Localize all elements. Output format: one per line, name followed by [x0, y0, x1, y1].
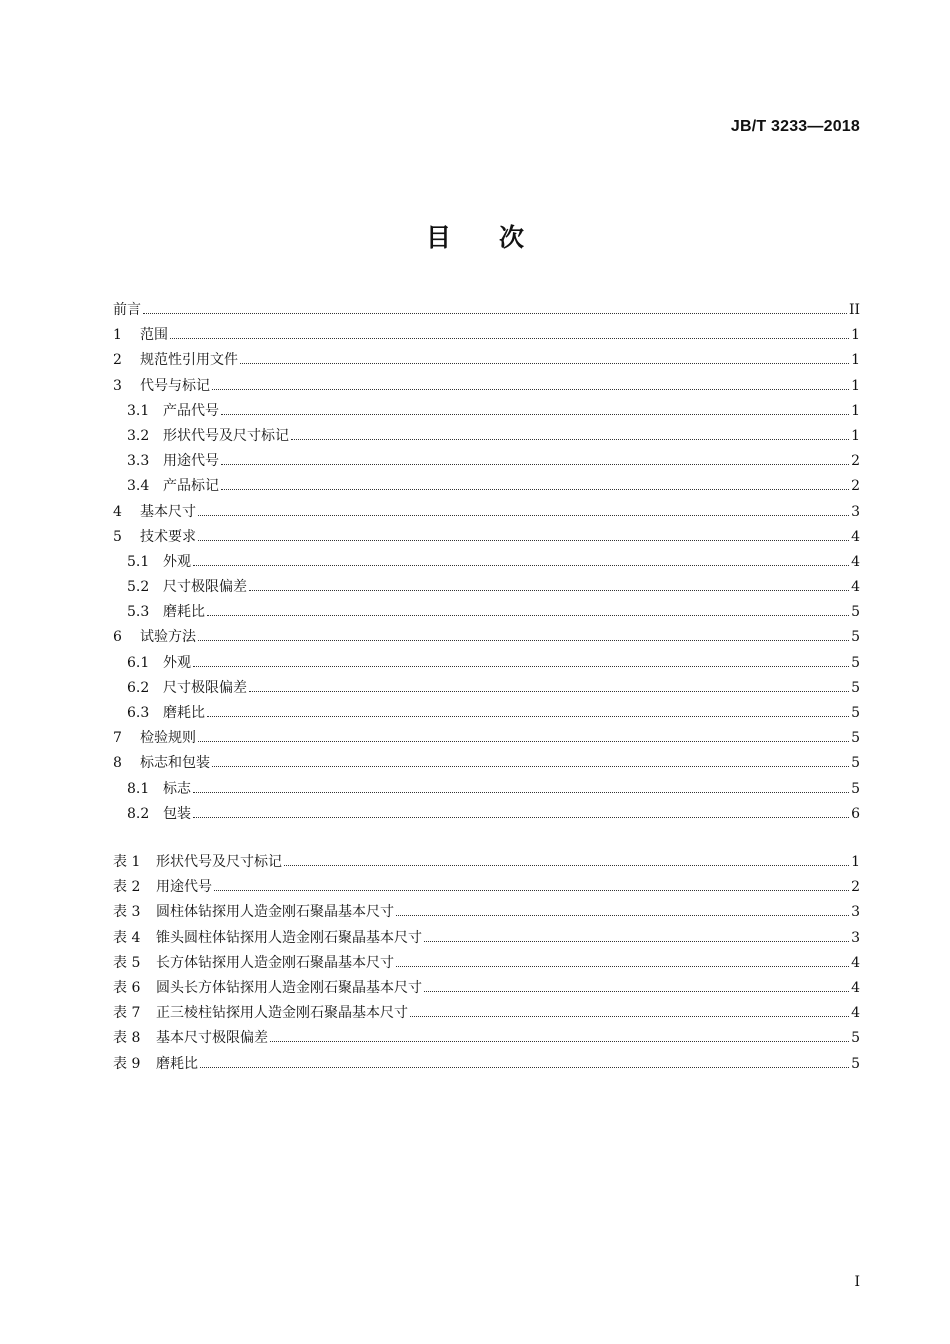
- toc-entry-number: 表 7: [113, 1005, 141, 1022]
- toc-entry-label: 产品标记: [163, 478, 219, 495]
- toc-entry[interactable]: [113, 752, 860, 777]
- toc-entry-page: 5: [851, 705, 860, 721]
- toc-entry-label: 包装: [163, 805, 191, 822]
- toc-entry[interactable]: [113, 526, 860, 551]
- toc-entry-page: 2: [851, 453, 860, 470]
- toc-entry-label: 前言: [113, 302, 141, 318]
- toc-entry-number: 表 5: [113, 954, 141, 971]
- toc-entry-page: 2: [851, 879, 860, 896]
- toc-entry[interactable]: [113, 576, 860, 601]
- toc-entry[interactable]: [113, 652, 860, 677]
- toc-entry[interactable]: [113, 727, 860, 752]
- toc-entry-number: 5.2: [127, 579, 150, 596]
- toc-entry-page: 1: [851, 854, 860, 870]
- toc-entry-page: 4: [851, 528, 860, 545]
- toc-entry[interactable]: [113, 475, 860, 500]
- toc-entry[interactable]: [113, 501, 860, 526]
- toc-entry-number: 表 3: [113, 904, 141, 921]
- toc-table-entry[interactable]: [113, 851, 860, 876]
- dot-leader: [291, 439, 849, 440]
- dot-leader: [198, 540, 849, 541]
- toc-entry-page: 5: [851, 629, 860, 646]
- toc-entry-page: 5: [851, 679, 860, 696]
- toc-entry-number: 8.2: [127, 805, 150, 822]
- toc-entry[interactable]: [113, 400, 860, 425]
- toc-entry-page: 5: [851, 1055, 860, 1072]
- toc-entry-number: 3.3: [127, 453, 150, 470]
- toc-entry-page: 2: [851, 478, 860, 495]
- page-number: I: [854, 1274, 860, 1290]
- dot-leader: [214, 890, 849, 891]
- dot-leader: [170, 338, 849, 339]
- toc-entry-label: 锥头圆柱体钻探用人造金刚石聚晶基本尺寸: [156, 929, 422, 946]
- dot-leader: [193, 666, 849, 667]
- toc-table-entry[interactable]: [113, 977, 860, 1002]
- toc-entry-number: 3.2: [127, 427, 150, 444]
- toc-entry-label: 用途代号: [163, 453, 219, 470]
- toc-entry-label: 尺寸极限偏差: [163, 679, 247, 696]
- toc-entry-number: 6: [113, 629, 122, 646]
- dot-leader: [424, 941, 849, 942]
- toc-table-entry[interactable]: [113, 1027, 860, 1052]
- dot-leader: [396, 966, 849, 967]
- standard-code: JB/T 3233—2018: [730, 118, 860, 135]
- dot-leader: [198, 640, 849, 641]
- toc-entry-number: 3.1: [127, 402, 150, 419]
- dot-leader: [143, 313, 847, 314]
- dot-leader: [221, 414, 849, 415]
- toc-entry[interactable]: [113, 299, 860, 324]
- toc-entry-page: 5: [851, 780, 860, 797]
- toc-entry-number: 3.4: [127, 478, 150, 495]
- title-char-1: 目: [425, 223, 451, 252]
- toc-entry-page: 5: [851, 1030, 860, 1047]
- toc-entry-label: 标志和包装: [140, 755, 210, 772]
- toc-entry-label: 检验规则: [140, 730, 196, 747]
- toc-table-entry[interactable]: [113, 927, 860, 952]
- toc-entry-page: 5: [851, 755, 860, 772]
- toc-entry-page: 3: [851, 904, 860, 921]
- dot-leader: [270, 1041, 849, 1042]
- toc-entry-label: 正三棱柱钻探用人造金刚石聚晶基本尺寸: [156, 1005, 408, 1022]
- toc-entry[interactable]: [113, 626, 860, 651]
- dot-leader: [240, 363, 849, 364]
- toc-table-entry[interactable]: [113, 876, 860, 901]
- dot-leader: [207, 615, 849, 616]
- toc-entry-number: 8.1: [127, 780, 150, 797]
- toc-entry[interactable]: [113, 349, 860, 374]
- toc-entry-number: 表 9: [113, 1055, 141, 1072]
- toc-entry-page: 3: [851, 929, 860, 946]
- dot-leader: [396, 915, 849, 916]
- toc-entry-page: 4: [851, 579, 860, 596]
- toc-entry[interactable]: [113, 551, 860, 576]
- toc-entry-page: 1: [851, 377, 860, 394]
- toc-entry-number: 表 4: [113, 929, 141, 946]
- dot-leader: [424, 991, 849, 992]
- dot-leader: [284, 865, 849, 866]
- dot-leader: [198, 515, 849, 516]
- dot-leader: [198, 741, 849, 742]
- toc-table-entry[interactable]: [113, 1002, 860, 1027]
- toc-entry-label: 范围: [140, 327, 168, 344]
- toc-entry-number: 3: [113, 377, 122, 394]
- dot-leader: [249, 590, 849, 591]
- toc-entry-page: II: [848, 302, 860, 318]
- toc-entry-number: 6.3: [127, 705, 150, 721]
- toc-entry[interactable]: [113, 425, 860, 450]
- toc-entry-label: 技术要求: [140, 528, 196, 545]
- toc-entry-page: 1: [851, 327, 860, 344]
- dot-leader: [193, 565, 849, 566]
- dot-leader: [410, 1016, 849, 1017]
- toc-entry-number: 表 6: [113, 979, 141, 996]
- toc-entry-label: 产品代号: [163, 402, 219, 419]
- toc-entry-label: 基本尺寸极限偏差: [156, 1030, 268, 1047]
- toc-entry-label: 圆柱体钻探用人造金刚石聚晶基本尺寸: [156, 904, 394, 921]
- toc-entry-label: 外观: [163, 553, 191, 570]
- toc-entry-page: 1: [851, 427, 860, 444]
- toc-entry-label: 磨耗比: [156, 1055, 198, 1072]
- toc-entry-number: 2: [113, 352, 122, 369]
- toc-entry-label: 试验方法: [140, 629, 196, 646]
- toc-entry-number: 5.3: [127, 604, 150, 621]
- toc-entry-label: 形状代号及尺寸标记: [163, 427, 289, 444]
- toc-entry[interactable]: [113, 702, 860, 727]
- toc-entry-number: 表 8: [113, 1030, 141, 1047]
- toc-clause-list: [113, 299, 860, 828]
- toc-entry[interactable]: [113, 803, 860, 828]
- toc-table-list: [113, 851, 860, 1078]
- toc-entry-label: 外观: [163, 654, 191, 671]
- toc-entry-label: 基本尺寸: [140, 503, 196, 520]
- toc-entry-page: 1: [851, 352, 860, 369]
- toc-entry-number: 表 2: [113, 879, 141, 896]
- toc-entry-page: 4: [851, 954, 860, 971]
- toc-entry[interactable]: [113, 450, 860, 475]
- toc-entry-label: 用途代号: [156, 879, 212, 896]
- toc-entry-page: 4: [851, 979, 860, 996]
- toc-entry[interactable]: [113, 677, 860, 702]
- toc-entry-label: 尺寸极限偏差: [163, 579, 247, 596]
- toc-entry-number: 4: [113, 503, 122, 520]
- toc-entry-page: 5: [851, 604, 860, 621]
- toc-entry-number: 表 1: [113, 854, 141, 870]
- toc-entry-number: 6.2: [127, 679, 150, 696]
- dot-leader: [221, 464, 849, 465]
- toc-entry-page: 4: [851, 553, 860, 570]
- dot-leader: [221, 489, 849, 490]
- dot-leader: [193, 792, 849, 793]
- dot-leader: [249, 691, 849, 692]
- dot-leader: [212, 766, 849, 767]
- toc-entry-page: 5: [851, 730, 860, 747]
- toc-entry[interactable]: [113, 601, 860, 626]
- toc-entry-number: 5: [113, 528, 122, 545]
- toc-entry-label: 圆头长方体钻探用人造金刚石聚晶基本尺寸: [156, 979, 422, 996]
- dot-leader: [207, 716, 849, 717]
- toc-entry-page: 1: [851, 402, 860, 419]
- toc-entry-label: 磨耗比: [163, 705, 205, 721]
- toc-entry-label: 规范性引用文件: [140, 352, 238, 369]
- toc-entry-label: 标志: [163, 780, 191, 797]
- toc-entry-page: 5: [851, 654, 860, 671]
- toc-table-entry[interactable]: [113, 952, 860, 977]
- toc-table-entry[interactable]: [113, 1053, 860, 1078]
- dot-leader: [200, 1067, 849, 1068]
- toc-entry[interactable]: [113, 778, 860, 803]
- toc-entry-page: 4: [851, 1005, 860, 1022]
- toc-entry-number: 6.1: [127, 654, 150, 671]
- toc-entry-label: 磨耗比: [163, 604, 205, 621]
- toc-entry-number: 8: [113, 755, 122, 772]
- toc-entry-label: 形状代号及尺寸标记: [156, 854, 282, 870]
- toc-entry-label: 长方体钻探用人造金刚石聚晶基本尺寸: [156, 954, 394, 971]
- toc-entry[interactable]: [113, 324, 860, 349]
- toc-entry[interactable]: [113, 375, 860, 400]
- dot-leader: [212, 389, 849, 390]
- page-title: [0, 218, 950, 254]
- toc-entry-number: 5.1: [127, 553, 150, 570]
- dot-leader: [193, 817, 849, 818]
- toc-entry-page: 6: [851, 805, 860, 822]
- toc-table-entry[interactable]: [113, 901, 860, 926]
- toc-entry-page: 3: [851, 503, 860, 520]
- toc-entry-number: 7: [113, 730, 122, 747]
- title-char-2: 次: [499, 223, 525, 252]
- toc-entry-label: 代号与标记: [140, 377, 210, 394]
- toc-entry-number: 1: [113, 327, 122, 344]
